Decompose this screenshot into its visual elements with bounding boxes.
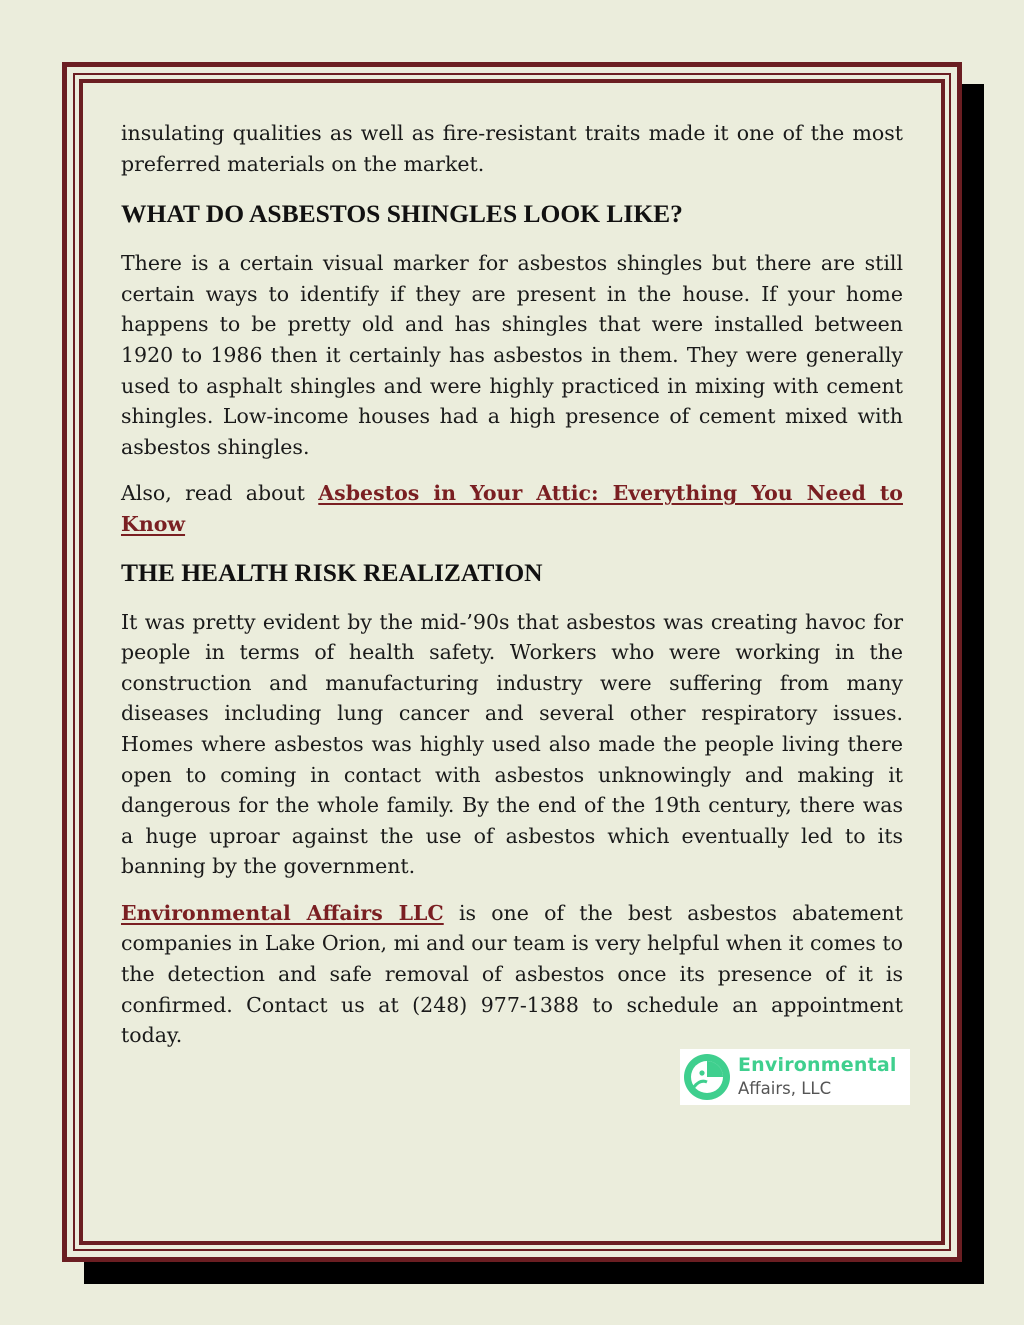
company-link[interactable]: Environmental Affairs LLC — [121, 900, 444, 925]
leaf-globe-icon — [680, 1049, 738, 1105]
company-paragraph — [121, 898, 903, 1051]
logo-line-1: Environmental — [738, 1054, 897, 1076]
health-risk-paragraph: It was pretty evident by the mid-’90s that asbestos was creating havoc for people in terms of health safety. Workers who were working in the construction and manufacturing industry were suffering from many diseases including lung cancer and several other respiratory issues. Homes where asbestos was highly used also made the people living there open to coming in contact with asbestos unknowingly and making it dangerous for the whole family. By the end of the 19th century, there was a huge uproar against the use of asbestos which eventually led to its banning by the government. — [121, 609, 903, 879]
logo-line-2: Affairs, LLC — [738, 1079, 832, 1098]
attic-article-link[interactable]: Asbestos in Your Attic: Everything You Need to Know — [121, 481, 903, 536]
section-heading-health-risk: THE HEALTH RISK REALIZATION — [121, 557, 543, 587]
company-paragraph-text: is one of the best asbestos abatement companies in Lake Orion, mi and our team is very helpful when it comes to the detection and safe removal of asbestos once its presence of it is confirmed. Contact us at (248) 977-1388 to schedule an appointment today. — [121, 900, 903, 1048]
also-read-paragraph — [121, 478, 903, 539]
also-read-prefix: Also, read about — [121, 481, 319, 506]
company-logo — [680, 1049, 910, 1105]
section-heading-shingles: WHAT DO ASBESTOS SHINGLES LOOK LIKE? — [121, 199, 683, 229]
shingles-paragraph: There is a certain visual marker for asbestos shingles but there are still certain ways to identify if they are present in the house. If your home happens to be pretty old and has shingles that were installed between 1920 to 1986 then it certainly has asbestos in them. They were generally used to asphalt shingles and were highly practiced in mixing with cement shingles. Low-income houses had a high presence of cement mixed with asbestos shingles. — [121, 251, 903, 459]
article-content — [121, 118, 903, 1051]
intro-paragraph: insulating qualities as well as fire-resistant traits made it one of the most preferred materials on the market. — [121, 121, 903, 176]
